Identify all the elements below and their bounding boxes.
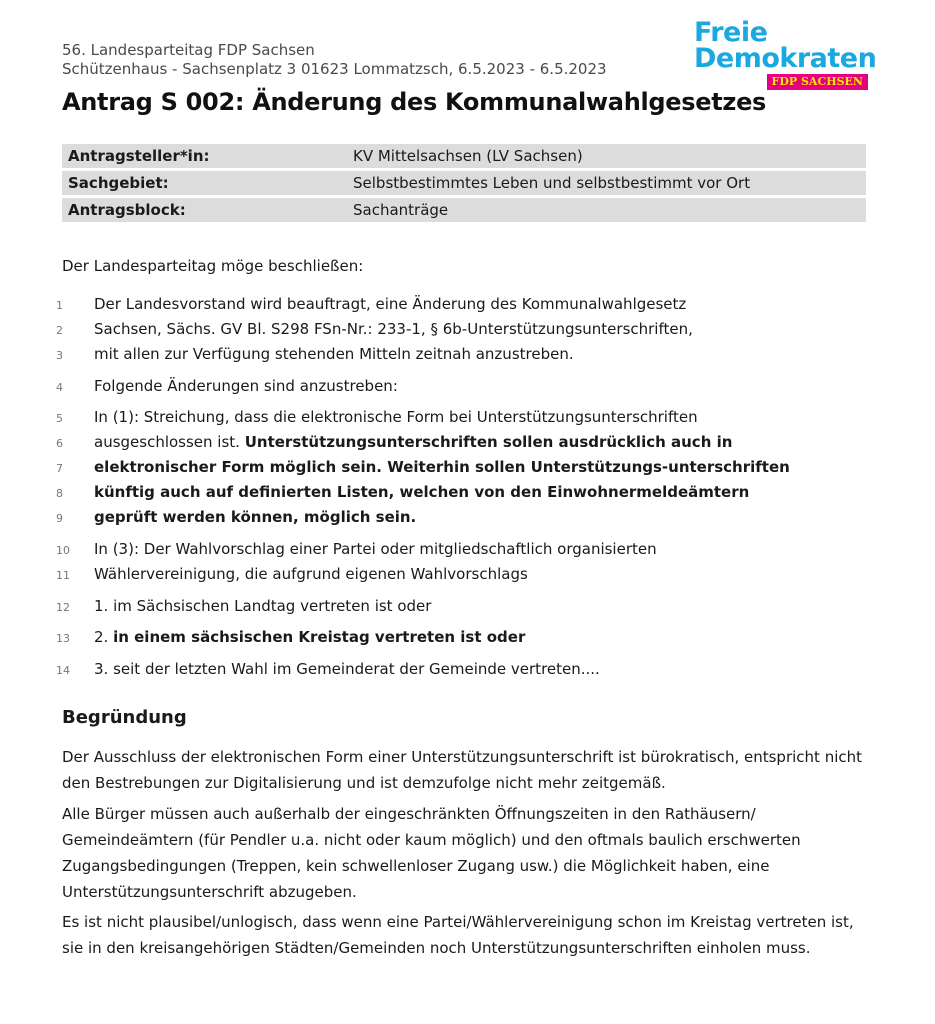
motion-line — [56, 660, 600, 678]
meta-key: Antragsblock: — [62, 198, 347, 222]
line-number: 5 — [56, 412, 63, 425]
bold-text: elektronischer Form möglich sein. Weiterhin sollen Unterstützungs-unterschriften — [94, 458, 790, 476]
plain-text: In (3): Der Wahlvorschlag einer Partei oder mitgliedschaftlich organisierten — [94, 540, 657, 558]
event-location: Schützenhaus - Sachsenplatz 3 01623 Lommatzsch, 6.5.2023 - 6.5.2023 — [62, 60, 607, 78]
line-number: 12 — [56, 601, 70, 614]
line-text — [94, 320, 693, 338]
rationale-heading: Begründung — [62, 707, 187, 728]
plain-text: 3. seit der letzten Wahl im Gemeinderat der Gemeinde vertreten.... — [94, 660, 600, 678]
motion-intro: Der Landesparteitag möge beschließen: — [62, 257, 364, 275]
rationale-paragraph: Alle Bürger müssen auch außerhalb der eingeschränkten Öffnungszeiten in den Rathäusern/ Gemeindeämtern (für Pendler u.a. nicht oder kaum möglich) und den oftmals baulich erschwerten Zugangsbedingungen (Treppen, kein schwellenloser Zugang usw.) die Möglichkeit haben, eine Unterstützungsunterschrift abzugeben. — [62, 805, 801, 901]
line-number: 2 — [56, 324, 63, 337]
meta-key: Sachgebiet: — [62, 171, 347, 195]
line-number: 10 — [56, 544, 70, 557]
line-number: 1 — [56, 299, 63, 312]
line-text — [94, 433, 732, 451]
motion-line — [56, 565, 528, 583]
bold-text: Unterstützungsunterschriften sollen ausdrücklich auch in — [244, 433, 733, 451]
line-text — [94, 660, 600, 678]
meta-key: Antragsteller*in: — [62, 144, 347, 168]
line-text — [94, 565, 528, 583]
logo-badge: FDP SACHSEN — [767, 74, 868, 90]
line-text — [94, 345, 574, 363]
motion-line — [56, 597, 431, 615]
logo-line-1: Freie — [694, 17, 768, 48]
plain-text: 1. im Sächsischen Landtag vertreten ist oder — [94, 597, 432, 615]
plain-text: ausgeschlossen ist. — [94, 433, 245, 451]
meta-value: KV Mittelsachsen (LV Sachsen) — [347, 144, 866, 168]
meta-table — [62, 141, 866, 225]
plain-text: Folgende Änderungen sind anzustreben: — [94, 377, 398, 395]
motion-line — [56, 628, 525, 646]
plain-text: In (1): Streichung, dass die elektronische Form bei Unterstützungsunterschriften — [94, 408, 698, 426]
rationale-paragraph: Der Ausschluss der elektronischen Form einer Unterstützungsunterschrift ist bürokratisch, entspricht nicht den Bestrebungen zur Digitalisierung und ist demzufolge nicht mehr zeitgemäß. — [62, 748, 863, 792]
motion-line — [56, 458, 790, 476]
line-number: 14 — [56, 664, 70, 677]
plain-text: 2. — [94, 628, 114, 646]
meta-value: Sachanträge — [347, 198, 866, 222]
line-text — [94, 377, 398, 395]
motion-line — [56, 433, 732, 451]
meta-row — [62, 198, 866, 222]
line-number: 6 — [56, 437, 63, 450]
bold-text: geprüft werden können, möglich sein. — [94, 508, 417, 526]
bold-text: in einem sächsischen Kreistag vertreten ist oder — [113, 628, 526, 646]
line-number: 9 — [56, 512, 63, 525]
line-text — [94, 540, 657, 558]
line-number: 7 — [56, 462, 63, 475]
line-text — [94, 628, 525, 646]
line-text — [94, 295, 686, 313]
line-number: 11 — [56, 569, 70, 582]
bold-text: künftig auch auf definierten Listen, welchen von den Einwohnermeldeämtern — [94, 483, 750, 501]
plain-text: Sachsen, Sächs. GV Bl. S298 FSn-Nr.: 233-1, § 6b-Unterstützungsunterschriften, — [94, 320, 693, 338]
page-title: Antrag S 002: Änderung des Kommunalwahlgesetzes — [62, 88, 767, 116]
line-text — [94, 458, 790, 476]
rationale-paragraph: Es ist nicht plausibel/unlogisch, dass wenn eine Partei/Wählervereinigung schon im Kreistag vertreten ist, sie in den kreisangehörigen Städten/Gemeinden noch Unterstützungsunterschriften einholen muss. — [62, 913, 854, 957]
plain-text: mit allen zur Verfügung stehenden Mitteln zeitnah anzustreben. — [94, 345, 574, 363]
event-name: 56. Landesparteitag FDP Sachsen — [62, 41, 315, 59]
motion-line — [56, 320, 693, 338]
meta-row — [62, 144, 866, 168]
motion-line — [56, 483, 749, 501]
plain-text: Wählervereinigung, die aufgrund eigenen Wahlvorschlags — [94, 565, 528, 583]
meta-value: Selbstbestimmtes Leben und selbstbestimmt vor Ort — [347, 171, 866, 195]
motion-line — [56, 540, 657, 558]
line-number: 4 — [56, 381, 63, 394]
document-header — [62, 41, 607, 79]
line-number: 13 — [56, 632, 70, 645]
line-text — [94, 483, 749, 501]
fdp-logo — [694, 17, 877, 92]
motion-line — [56, 295, 686, 313]
meta-row — [62, 171, 866, 195]
line-text — [94, 508, 416, 526]
line-number: 8 — [56, 487, 63, 500]
motion-line — [56, 377, 398, 395]
motion-line — [56, 408, 698, 426]
plain-text: Der Landesvorstand wird beauftragt, eine Änderung des Kommunalwahlgesetz — [94, 295, 687, 313]
line-text — [94, 597, 431, 615]
line-text — [94, 408, 698, 426]
logo-line-2: Demokraten — [694, 43, 877, 74]
motion-line — [56, 508, 416, 526]
motion-line — [56, 345, 574, 363]
line-number: 3 — [56, 349, 63, 362]
